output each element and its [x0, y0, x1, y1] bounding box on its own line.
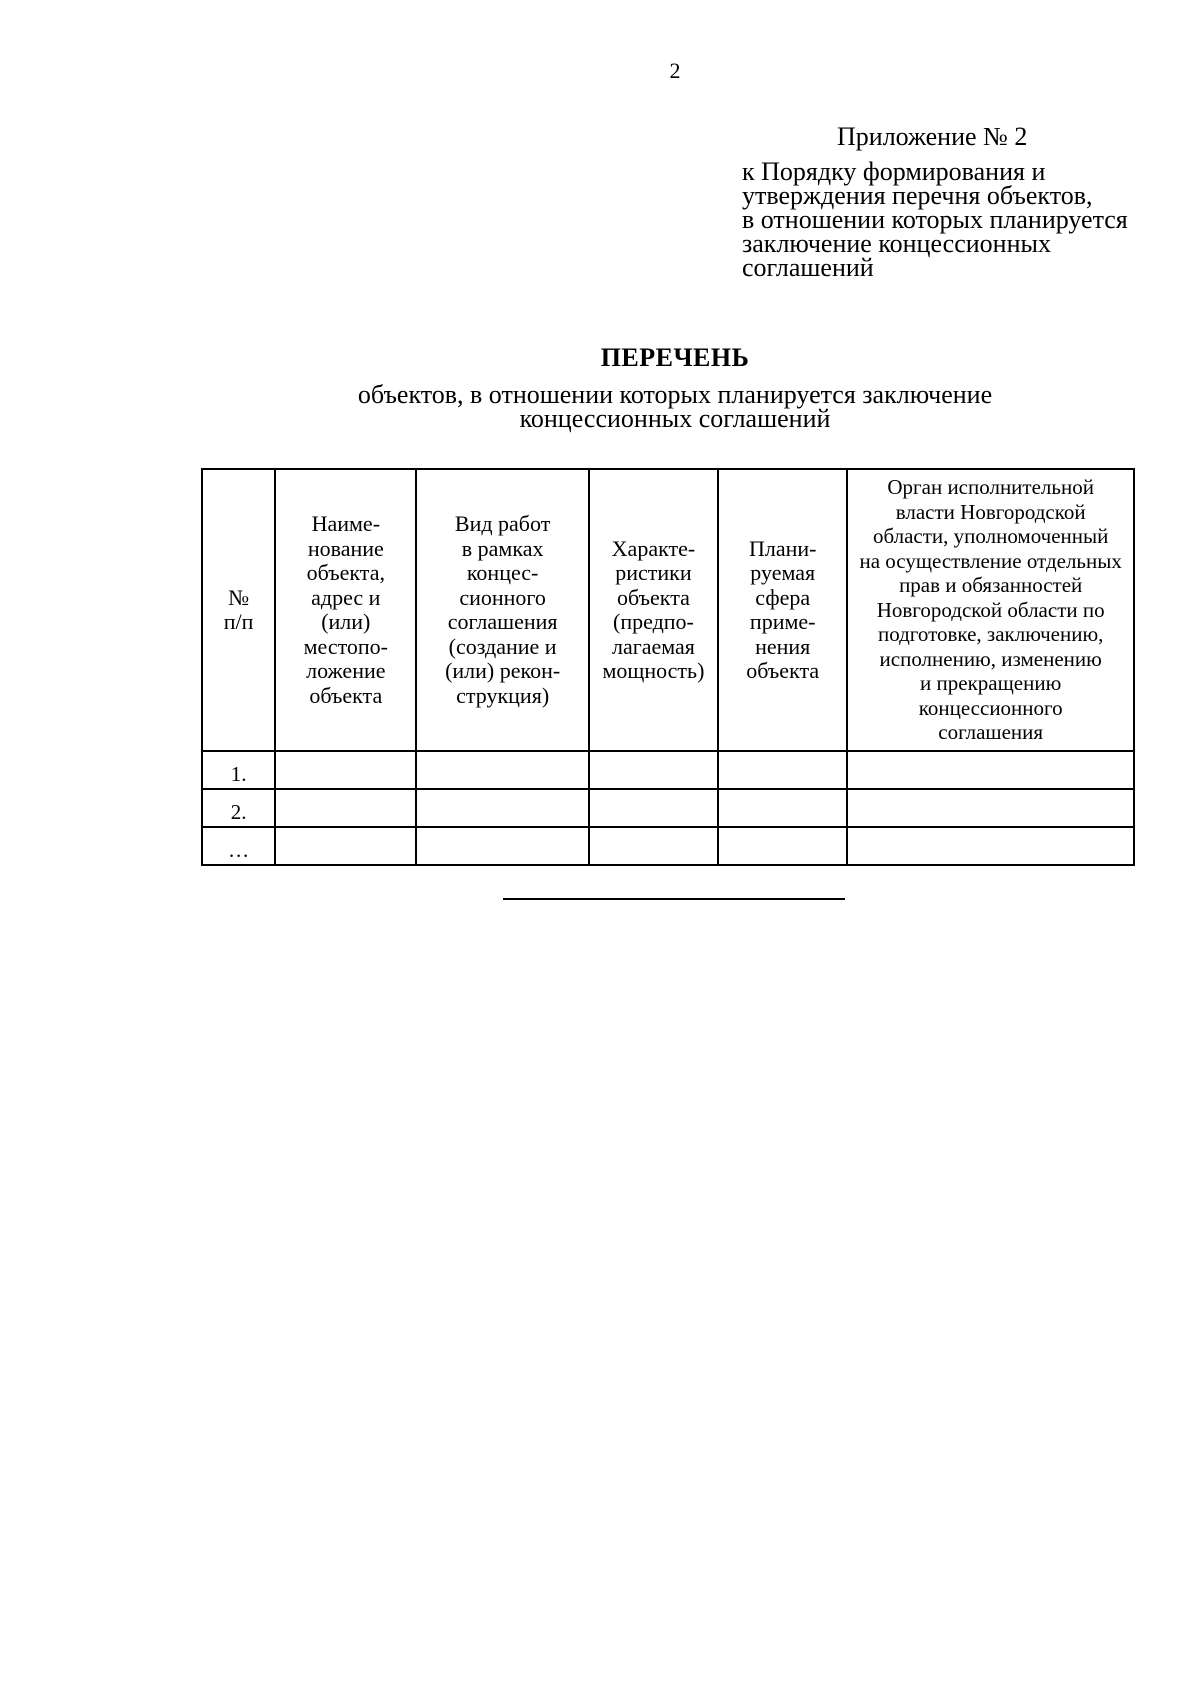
table-row	[202, 751, 1134, 789]
table-row	[202, 827, 1134, 865]
table-cell	[847, 751, 1134, 789]
table-cell	[416, 789, 588, 827]
table-cell	[275, 827, 416, 865]
objects-table	[201, 468, 1135, 866]
table-cell	[416, 827, 588, 865]
table-cell	[718, 789, 847, 827]
table-cell	[718, 827, 847, 865]
header-characteristics: Характе- ристики объекта (предпо- лагаемая мощность)	[589, 469, 718, 751]
document-title: ПЕРЕЧЕНЬ	[600, 343, 750, 372]
table-cell	[589, 789, 718, 827]
table-cell	[847, 789, 1134, 827]
appendix-title: Приложение № 2	[837, 122, 1028, 151]
document-subtitle: объектов, в отношении которых планируется заключение концессионных соглашений	[357, 380, 993, 433]
table-cell	[718, 751, 847, 789]
table-row	[202, 789, 1134, 827]
table-cell	[589, 751, 718, 789]
header-work-type: Вид работ в рамках концес- сионного соглашения (создание и (или) рекон- струкция)	[416, 469, 588, 751]
header-number: № п/п	[202, 469, 275, 751]
table-cell: 1.	[202, 751, 275, 789]
table-cell	[275, 751, 416, 789]
appendix-block	[742, 122, 1162, 280]
table-cell	[589, 827, 718, 865]
header-application-area: Плани- руемая сфера приме- нения объекта	[718, 469, 847, 751]
page-number: 2	[669, 58, 681, 83]
table-cell	[275, 789, 416, 827]
table-cell	[416, 751, 588, 789]
table-header-row	[202, 469, 1134, 751]
table-cell: …	[202, 827, 275, 865]
header-object-name: Наиме- нование объекта, адрес и (или) местопо- ложение объекта	[275, 469, 416, 751]
appendix-text: к Порядку формирования и утверждения перечня объектов, в отношении которых планируется заключение концессионных соглашений	[742, 157, 1128, 282]
end-divider	[503, 898, 845, 900]
table-cell	[847, 827, 1134, 865]
header-executive-body: Орган исполнительной власти Новгородской области, уполномоченный на осуществление отдельных прав и обязанностей Новгородской области по подготовке, заключению, исполнению, изменению и прекращению концессионного соглашения	[847, 469, 1134, 751]
table-cell: 2.	[202, 789, 275, 827]
